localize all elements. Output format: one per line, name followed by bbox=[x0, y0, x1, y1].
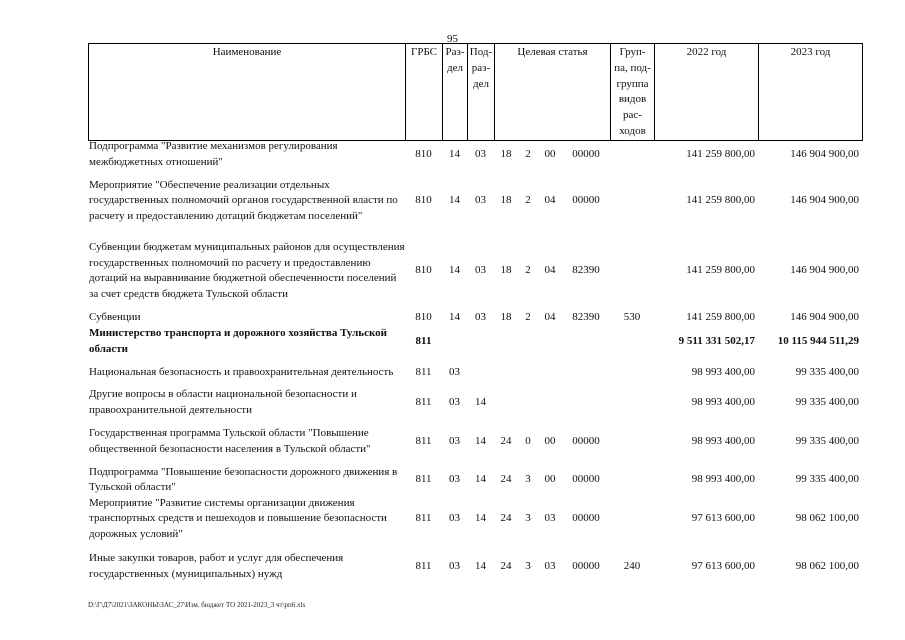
cell-y2022: 98 993 400,00 bbox=[691, 365, 755, 378]
cell-grbs: 810 bbox=[415, 194, 432, 207]
table-row bbox=[88, 232, 862, 310]
cell-y2023: 98 062 100,00 bbox=[795, 512, 859, 525]
cell-pr: 03 bbox=[475, 311, 486, 324]
table-row bbox=[88, 465, 862, 496]
cell-y2022: 141 259 800,00 bbox=[686, 147, 755, 160]
cell-vr bbox=[610, 326, 654, 357]
cell-grbs: 811 bbox=[415, 512, 432, 525]
cell-grbs: 810 bbox=[415, 311, 432, 324]
cell-t1: 18 bbox=[500, 194, 512, 207]
cell-rz: 03 bbox=[449, 434, 460, 447]
table-row bbox=[88, 310, 862, 326]
cell-rz: 03 bbox=[449, 512, 460, 525]
cell-name: Подпрограмма "Развитие механизмов регулирования межбюджетных отношений" bbox=[89, 140, 338, 168]
cell-t1: 24 bbox=[500, 473, 512, 486]
cell-rz bbox=[442, 326, 467, 357]
cell-t4: 82390 bbox=[572, 311, 600, 324]
header-group: Груп- па, под- группа видов рас- ходов bbox=[611, 44, 655, 141]
cell-t1: 18 bbox=[500, 311, 512, 324]
cell-t2: 0 bbox=[525, 434, 531, 447]
cell-t3: 04 bbox=[544, 264, 556, 277]
cell-y2022: 141 259 800,00 bbox=[686, 311, 755, 324]
cell-t4: 00000 bbox=[572, 194, 600, 207]
header-target: Целевая статья bbox=[495, 44, 611, 141]
cell-pr: 14 bbox=[475, 434, 486, 447]
cell-t4: 00000 bbox=[572, 147, 600, 160]
cell-t3: 00 bbox=[544, 473, 556, 486]
cell-t1 bbox=[494, 357, 518, 387]
cell-y2023: 10 115 944 511,29 bbox=[777, 334, 859, 347]
cell-y2022: 141 259 800,00 bbox=[686, 194, 755, 207]
cell-grbs: 810 bbox=[415, 264, 432, 277]
file-path-footer: D:\Г\Д7\2021\ЗАКОНЫ\ЗАС_27\Изм. бюджет ТО 2021-2023_3 чт\рп6.xls bbox=[88, 601, 306, 609]
cell-pr: 03 bbox=[475, 264, 486, 277]
cell-name: Национальная безопасность и правоохранительная деятельность bbox=[89, 365, 394, 378]
cell-t3 bbox=[538, 357, 562, 387]
cell-y2023: 146 904 900,00 bbox=[790, 194, 859, 207]
cell-t1: 24 bbox=[500, 434, 512, 447]
cell-name: Мероприятие "Обеспечение реализации отдельных государственных полномочий органов государственной власти по расчету и предоставлению дотаций бюджетам поселений" bbox=[89, 178, 398, 222]
cell-t4: 00000 bbox=[572, 473, 600, 486]
cell-t2: 2 bbox=[525, 311, 531, 324]
header-2023: 2023 год bbox=[759, 44, 863, 141]
cell-t3: 00 bbox=[544, 147, 556, 160]
cell-grbs: 811 bbox=[415, 434, 432, 447]
cell-vr bbox=[610, 357, 654, 387]
budget-table bbox=[88, 139, 862, 591]
cell-t1: 18 bbox=[500, 147, 512, 160]
cell-rz: 14 bbox=[449, 147, 460, 160]
cell-y2022: 98 993 400,00 bbox=[691, 396, 755, 409]
cell-t2: 2 bbox=[525, 264, 531, 277]
cell-rz: 14 bbox=[449, 194, 460, 207]
cell-y2023: 99 335 400,00 bbox=[795, 434, 859, 447]
cell-t2: 2 bbox=[525, 194, 531, 207]
cell-vr bbox=[610, 419, 654, 465]
cell-pr: 03 bbox=[475, 147, 486, 160]
cell-y2023: 99 335 400,00 bbox=[795, 473, 859, 486]
cell-name: Иные закупки товаров, работ и услуг для обеспечения государственных (муниципальных) нужд bbox=[89, 551, 344, 580]
table-row bbox=[88, 419, 862, 465]
cell-t3: 03 bbox=[544, 559, 556, 572]
page-number: 95 bbox=[447, 33, 458, 45]
cell-pr bbox=[467, 326, 494, 357]
table-row bbox=[88, 170, 862, 232]
cell-rz: 03 bbox=[449, 396, 460, 409]
cell-t2 bbox=[518, 387, 538, 418]
table-row bbox=[88, 139, 862, 170]
cell-y2022: 141 259 800,00 bbox=[686, 264, 755, 277]
cell-y2022: 97 613 600,00 bbox=[691, 559, 755, 572]
cell-t3: 04 bbox=[544, 194, 556, 207]
cell-t1: 24 bbox=[500, 512, 512, 525]
header-name: Наименование bbox=[89, 44, 406, 141]
cell-t2 bbox=[518, 357, 538, 387]
header-razdel: Раз- дел bbox=[443, 44, 468, 141]
cell-name: Министерство транспорта и дорожного хозяйства Тульской области bbox=[89, 327, 388, 355]
cell-t2: 3 bbox=[525, 473, 531, 486]
cell-vr bbox=[610, 139, 654, 170]
cell-t3 bbox=[538, 387, 562, 418]
cell-t3 bbox=[538, 326, 562, 357]
cell-grbs: 811 bbox=[415, 559, 432, 572]
table-header bbox=[88, 43, 863, 141]
cell-name: Субвенции bbox=[89, 311, 141, 324]
cell-t2: 3 bbox=[525, 559, 531, 572]
cell-vr bbox=[610, 232, 654, 310]
cell-grbs: 811 bbox=[415, 396, 432, 409]
cell-y2022: 97 613 600,00 bbox=[691, 512, 755, 525]
cell-t4: 82390 bbox=[572, 264, 600, 277]
cell-vr bbox=[610, 496, 654, 543]
cell-t4 bbox=[562, 357, 610, 387]
table-row bbox=[88, 496, 862, 543]
cell-y2023: 99 335 400,00 bbox=[795, 396, 859, 409]
cell-name: Другие вопросы в области национальной безопасности и правоохранительной деятельности bbox=[89, 388, 357, 416]
cell-pr: 14 bbox=[475, 559, 486, 572]
cell-grbs: 811 bbox=[415, 334, 432, 347]
cell-rz: 03 bbox=[449, 559, 460, 572]
cell-pr: 14 bbox=[475, 473, 486, 486]
cell-rz: 03 bbox=[449, 365, 460, 378]
cell-y2023: 98 062 100,00 bbox=[795, 559, 859, 572]
table-row bbox=[88, 357, 862, 387]
cell-y2022: 9 511 331 502,17 bbox=[678, 334, 755, 347]
header-podrazdel: Под- раз- дел bbox=[468, 44, 495, 141]
cell-t2: 3 bbox=[525, 512, 531, 525]
cell-t4 bbox=[562, 387, 610, 418]
cell-t3: 00 bbox=[544, 434, 556, 447]
header-2022: 2022 год bbox=[655, 44, 759, 141]
cell-y2022: 98 993 400,00 bbox=[691, 473, 755, 486]
cell-t2 bbox=[518, 326, 538, 357]
cell-pr: 03 bbox=[475, 194, 486, 207]
cell-vr bbox=[610, 170, 654, 232]
cell-pr: 14 bbox=[475, 396, 486, 409]
cell-grbs: 810 bbox=[415, 147, 432, 160]
cell-y2023: 99 335 400,00 bbox=[795, 365, 859, 378]
cell-t1 bbox=[494, 387, 518, 418]
cell-name: Государственная программа Тульской области "Повышение общественной безопасности населения в Тульской области" bbox=[89, 426, 371, 455]
cell-t1: 24 bbox=[500, 559, 512, 572]
cell-y2023: 146 904 900,00 bbox=[790, 264, 859, 277]
cell-t2: 2 bbox=[525, 147, 531, 160]
cell-t1 bbox=[494, 326, 518, 357]
cell-rz: 14 bbox=[449, 264, 460, 277]
header-grbs: ГРБС bbox=[406, 44, 443, 141]
cell-t4: 00000 bbox=[572, 512, 600, 525]
cell-name: Субвенции бюджетам муниципальных районов для осуществления государственных полномочий по расчету и предоставлению дотаций на выравнивание бюджетной обеспеченности поселений за счет средств бюджета Тульской области bbox=[89, 241, 405, 300]
cell-t4: 00000 bbox=[572, 434, 600, 447]
table-row bbox=[88, 326, 862, 357]
cell-vr: 240 bbox=[623, 559, 641, 572]
cell-rz: 03 bbox=[449, 473, 460, 486]
cell-pr: 14 bbox=[475, 512, 486, 525]
cell-t1: 18 bbox=[500, 264, 512, 277]
cell-t3: 04 bbox=[544, 311, 556, 324]
cell-t3: 03 bbox=[544, 512, 556, 525]
cell-t4: 00000 bbox=[572, 559, 600, 572]
table-row bbox=[88, 543, 862, 591]
cell-rz: 14 bbox=[449, 311, 460, 324]
cell-grbs: 811 bbox=[415, 365, 432, 378]
cell-y2022: 98 993 400,00 bbox=[691, 434, 755, 447]
cell-vr bbox=[610, 387, 654, 418]
cell-vr: 530 bbox=[623, 311, 641, 324]
cell-name: Мероприятие "Развитие системы организации движения транспортных средств и пешеходов и повышение безопасности дорожных условий" bbox=[89, 496, 387, 540]
cell-pr bbox=[467, 357, 494, 387]
cell-y2023: 146 904 900,00 bbox=[790, 147, 859, 160]
table-row bbox=[88, 387, 862, 418]
cell-t4 bbox=[562, 326, 610, 357]
cell-y2023: 146 904 900,00 bbox=[790, 311, 859, 324]
cell-name: Подпрограмма "Повышение безопасности дорожного движения в Тульской области" bbox=[89, 465, 398, 494]
cell-grbs: 811 bbox=[415, 473, 432, 486]
cell-vr bbox=[610, 465, 654, 496]
